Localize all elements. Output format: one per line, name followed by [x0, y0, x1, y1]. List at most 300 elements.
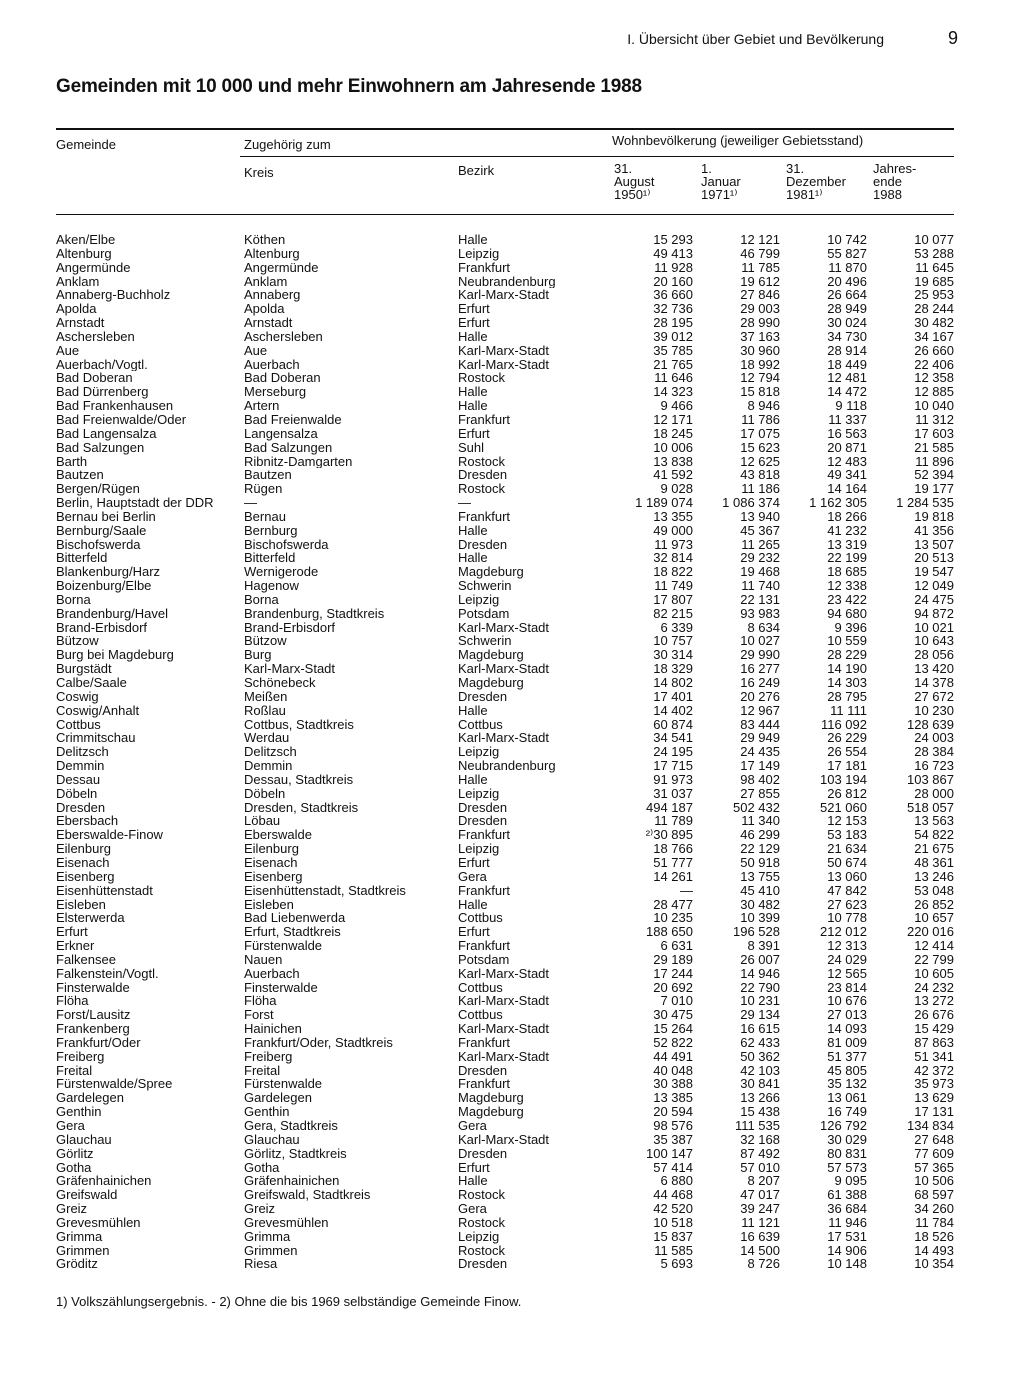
- bezirk-cell: Halle: [458, 329, 488, 344]
- pop-1971-cell: 87 492: [740, 1146, 780, 1161]
- bezirk-cell: Erfurt: [458, 925, 490, 940]
- table-row: [56, 1077, 954, 1091]
- gemeinde-cell: Gröditz: [56, 1257, 98, 1272]
- pop-1971-cell: 13 940: [740, 509, 780, 524]
- kreis-cell: Gräfenhainichen: [244, 1174, 340, 1189]
- pop-1950-cell: 24 195: [653, 745, 693, 760]
- bezirk-cell: Karl-Marx-Stadt: [458, 288, 550, 303]
- pop-1950-cell: 30 475: [653, 1008, 693, 1023]
- pop-1988-cell: 19 818: [914, 509, 954, 524]
- kreis-cell: Grimma: [244, 1229, 291, 1244]
- pop-1950-cell: 14 261: [653, 869, 693, 884]
- pop-1981-cell: 16 749: [827, 1105, 867, 1119]
- bezirk-cell: Karl-Marx-Stadt: [458, 1022, 550, 1036]
- bezirk-cell: Magdeburg: [458, 648, 524, 663]
- kreis-cell: Bernau: [244, 509, 286, 524]
- pop-1981-cell: 28 229: [827, 648, 867, 663]
- kreis-cell: Flöha: [244, 994, 277, 1009]
- pop-1971-cell: 46 299: [740, 828, 780, 843]
- pop-1988-cell: 10 643: [914, 634, 954, 649]
- table-row: [56, 773, 954, 787]
- pop-1988-cell: 21 675: [914, 842, 954, 856]
- pop-1981-cell: 14 472: [827, 385, 867, 400]
- pop-1950-cell: 39 012: [653, 329, 693, 344]
- bezirk-cell: Dresden: [458, 537, 508, 552]
- pop-1988-cell: 13 563: [914, 814, 954, 829]
- pop-1950-cell: 18 245: [653, 426, 693, 441]
- gemeinde-cell: Dresden: [56, 800, 106, 815]
- pop-1988-cell: 25 953: [914, 288, 954, 303]
- kreis-cell: Borna: [244, 592, 279, 607]
- pop-1950-cell: 20 160: [653, 274, 693, 289]
- pop-1950-cell: 30 388: [653, 1077, 693, 1092]
- bezirk-cell: Karl-Marx-Stadt: [458, 620, 550, 635]
- table-row: [56, 704, 954, 718]
- column-header-kreis: Kreis: [244, 165, 274, 180]
- pop-1971-cell: 8 726: [747, 1257, 780, 1272]
- pop-1971-cell: 22 129: [740, 842, 780, 856]
- column-header-1950-line3: 1950¹⁾: [614, 187, 651, 202]
- pop-1988-cell: 10 230: [914, 703, 954, 718]
- pop-1988-cell: 10 077: [914, 233, 954, 247]
- pop-1981-cell: 11 870: [828, 260, 867, 275]
- pop-1950-cell: 20 594: [653, 1105, 693, 1119]
- table-row: [56, 468, 954, 482]
- bezirk-cell: Rostock: [458, 371, 505, 386]
- population-table-body: [56, 233, 954, 1271]
- column-header-1950: [614, 162, 654, 201]
- pop-1950-cell: 32 736: [653, 302, 693, 317]
- pop-1971-cell: 50 362: [740, 1049, 780, 1064]
- pop-1971-cell: 14 946: [740, 966, 780, 981]
- gemeinde-cell: Bitterfeld: [56, 551, 108, 566]
- pop-1981-cell: 12 338: [827, 579, 867, 593]
- pop-1981-cell: 34 730: [827, 329, 867, 344]
- gemeinde-cell: Brand-Erbisdorf: [56, 620, 148, 635]
- pop-1988-cell: 41 356: [914, 523, 954, 538]
- pop-1988-cell: 42 372: [914, 1063, 954, 1078]
- table-row: [56, 344, 954, 358]
- kreis-cell: Fürstenwalde: [244, 1077, 323, 1092]
- pop-1950-cell: 60 874: [653, 717, 693, 732]
- pop-1988-cell: 22 406: [914, 357, 954, 372]
- kreis-cell: Erfurt, Stadtkreis: [244, 925, 341, 940]
- bezirk-cell: Frankfurt: [458, 939, 511, 953]
- pop-1981-cell: 24 029: [827, 952, 867, 967]
- pop-1988-cell: 28 244: [914, 302, 954, 317]
- table-row: [56, 1202, 954, 1216]
- kreis-cell: Dessau, Stadtkreis: [244, 772, 354, 787]
- table-row: [56, 1174, 954, 1188]
- column-header-1950-line2: August: [614, 174, 655, 189]
- pop-1988-cell: 12 049: [914, 579, 954, 593]
- pop-1981-cell: 14 906: [827, 1243, 867, 1258]
- pop-1981-cell: 28 795: [827, 689, 867, 704]
- bezirk-cell: Leipzig: [458, 786, 500, 801]
- gemeinde-cell: Freital: [56, 1063, 93, 1078]
- pop-1988-cell: 24 003: [914, 731, 954, 746]
- pop-1971-cell: 11 786: [741, 412, 780, 427]
- kreis-cell: Apolda: [244, 302, 285, 317]
- gemeinde-cell: Bad Doberan: [56, 371, 133, 386]
- pop-1971-cell: 28 990: [740, 316, 780, 330]
- bezirk-cell: Rostock: [458, 454, 505, 469]
- pop-1981-cell: 126 792: [820, 1119, 867, 1133]
- table-row: [56, 607, 954, 621]
- pop-1981-cell: 51 377: [827, 1049, 867, 1064]
- pop-1950-cell: 6 339: [660, 620, 693, 635]
- pop-1950-cell: 52 822: [653, 1035, 693, 1050]
- kreis-cell: Bischofswerda: [244, 537, 329, 552]
- pop-1971-cell: 1 086 374: [722, 496, 780, 510]
- bezirk-cell: Halle: [458, 1174, 488, 1189]
- kreis-cell: Ribnitz-Damgarten: [244, 454, 353, 469]
- kreis-cell: Werdau: [244, 731, 290, 746]
- gemeinde-cell: Finsterwalde: [56, 980, 130, 995]
- gemeinde-cell: Blankenburg/Harz: [56, 565, 161, 580]
- kreis-cell: Hainichen: [244, 1022, 302, 1036]
- table-row: [56, 884, 954, 898]
- bezirk-cell: Potsdam: [458, 606, 510, 621]
- table-row: [56, 634, 954, 648]
- kreis-cell: Fürstenwalde: [244, 939, 323, 953]
- gemeinde-cell: Falkensee: [56, 952, 116, 967]
- kreis-cell: Greiz: [244, 1202, 276, 1216]
- gemeinde-cell: Gera: [56, 1119, 85, 1133]
- pop-1950-cell: 17 244: [653, 966, 693, 981]
- pop-1988-cell: 518 057: [907, 800, 954, 815]
- kreis-cell: Anklam: [244, 274, 288, 289]
- pop-1971-cell: 11 785: [741, 260, 780, 275]
- gemeinde-cell: Delitzsch: [56, 745, 109, 760]
- bezirk-cell: —: [458, 496, 471, 510]
- table-row: [56, 662, 954, 676]
- pop-1981-cell: 36 684: [827, 1202, 867, 1216]
- pop-1950-cell: 18 822: [653, 565, 693, 580]
- pop-1971-cell: 17 075: [740, 426, 780, 441]
- table-row: [56, 1119, 954, 1133]
- pop-1971-cell: 98 402: [740, 772, 780, 787]
- pop-1988-cell: 18 526: [914, 1229, 954, 1244]
- pop-1988-cell: 10 506: [914, 1174, 954, 1189]
- gemeinde-cell: Grimmen: [56, 1243, 110, 1258]
- pop-1971-cell: 42 103: [740, 1063, 780, 1078]
- gemeinde-cell: Bad Salzungen: [56, 440, 145, 455]
- pop-1950-cell: 10 757: [653, 634, 693, 649]
- pop-1988-cell: 10 021: [914, 620, 954, 635]
- bezirk-cell: Halle: [458, 233, 488, 247]
- pop-1981-cell: 35 132: [827, 1077, 867, 1092]
- gemeinde-cell: Bernburg/Saale: [56, 523, 147, 538]
- gemeinde-cell: Bad Dürrenberg: [56, 385, 149, 400]
- pop-1981-cell: 10 742: [827, 233, 867, 247]
- kreis-cell: Döbeln: [244, 786, 286, 801]
- table-row: [56, 427, 954, 441]
- pop-1971-cell: 20 276: [740, 689, 780, 704]
- bezirk-cell: Halle: [458, 399, 488, 413]
- pop-1950-cell: 40 048: [653, 1063, 693, 1078]
- pop-1988-cell: 53 048: [914, 883, 954, 898]
- pop-1988-cell: 17 131: [914, 1105, 954, 1119]
- gemeinde-cell: Borna: [56, 592, 91, 607]
- pop-1950-cell: 11 585: [654, 1243, 693, 1258]
- kreis-cell: Brandenburg, Stadtkreis: [244, 606, 385, 621]
- pop-1981-cell: 9 095: [834, 1174, 867, 1189]
- pop-1988-cell: 27 672: [914, 689, 954, 704]
- page-number: 9: [947, 28, 958, 48]
- column-header-1971-line3: 1971¹⁾: [701, 187, 738, 202]
- pop-1981-cell: 11 111: [830, 703, 867, 718]
- bezirk-cell: Frankfurt: [458, 828, 511, 843]
- bezirk-cell: Erfurt: [458, 316, 490, 330]
- pop-1988-cell: 14 493: [914, 1243, 954, 1258]
- gemeinde-cell: Elsterwerda: [56, 911, 125, 926]
- pop-1971-cell: 16 615: [740, 1022, 780, 1036]
- page-title: Gemeinden mit 10 000 und mehr Einwohnern am Jahresende 1988: [56, 76, 642, 97]
- kreis-cell: Forst: [244, 1008, 274, 1023]
- table-row: [56, 579, 954, 593]
- pop-1981-cell: 9 396: [834, 620, 867, 635]
- gemeinde-cell: Erfurt: [56, 925, 88, 940]
- pop-1981-cell: 53 183: [827, 828, 867, 843]
- pop-1988-cell: 11 312: [915, 412, 954, 427]
- kreis-cell: Finsterwalde: [244, 980, 318, 995]
- pop-1981-cell: 50 674: [827, 855, 867, 870]
- pop-1971-cell: 18 992: [740, 357, 780, 372]
- kreis-cell: Bad Doberan: [244, 371, 321, 386]
- gemeinde-cell: Bad Frankenhausen: [56, 399, 174, 413]
- pop-1981-cell: 27 013: [827, 1008, 867, 1023]
- bezirk-cell: Karl-Marx-Stadt: [458, 343, 550, 358]
- pop-1981-cell: 57 573: [827, 1160, 867, 1175]
- kreis-cell: Merseburg: [244, 385, 307, 400]
- bezirk-cell: Dresden: [458, 1063, 508, 1078]
- gemeinde-cell: Falkenstein/Vogtl.: [56, 966, 159, 981]
- bezirk-cell: Erfurt: [458, 302, 490, 317]
- pop-1988-cell: 12 358: [914, 371, 954, 386]
- pop-1981-cell: 61 388: [827, 1188, 867, 1203]
- pop-1971-cell: 27 855: [740, 786, 780, 801]
- pop-1950-cell: 15 837: [653, 1229, 693, 1244]
- pop-1950-cell: 51 777: [653, 855, 693, 870]
- bezirk-cell: Halle: [458, 551, 488, 566]
- pop-1971-cell: 26 007: [740, 952, 780, 967]
- pop-1950-cell: 11 928: [654, 260, 693, 275]
- pop-1981-cell: 26 229: [827, 731, 867, 746]
- gemeinde-cell: Genthin: [56, 1105, 102, 1119]
- table-row: [56, 316, 954, 330]
- pop-1950-cell: 5 693: [660, 1257, 693, 1272]
- pop-1988-cell: 19 177: [914, 482, 954, 497]
- pop-1981-cell: 14 093: [827, 1022, 867, 1036]
- kreis-cell: Cottbus, Stadtkreis: [244, 717, 354, 732]
- column-header-1971-line2: Januar: [701, 174, 741, 189]
- kreis-cell: Grevesmühlen: [244, 1215, 329, 1230]
- pop-1988-cell: 11 896: [915, 454, 954, 469]
- pop-1950-cell: 35 387: [653, 1132, 693, 1147]
- pop-1981-cell: 30 024: [827, 316, 867, 330]
- pop-1950-cell: 49 000: [653, 523, 693, 538]
- pop-1988-cell: 28 384: [914, 745, 954, 760]
- table-row: [56, 1147, 954, 1161]
- bezirk-cell: Erfurt: [458, 855, 490, 870]
- bezirk-cell: Karl-Marx-Stadt: [458, 994, 550, 1009]
- gemeinde-cell: Fürstenwalde/Spree: [56, 1077, 173, 1092]
- pop-1950-cell: 29 189: [653, 952, 693, 967]
- pop-1981-cell: 49 341: [827, 468, 867, 483]
- pop-1981-cell: 14 303: [827, 676, 867, 690]
- table-row: [56, 967, 954, 981]
- gemeinde-cell: Bergen/Rügen: [56, 482, 140, 497]
- table-row: [56, 288, 954, 302]
- table-row: [56, 1050, 954, 1064]
- header-bottom-rule: [56, 214, 954, 215]
- gemeinde-cell: Döbeln: [56, 786, 98, 801]
- gemeinde-cell: Gardelegen: [56, 1091, 124, 1106]
- table-row: [56, 275, 954, 289]
- pop-1950-cell: 21 765: [653, 357, 693, 372]
- kreis-cell: Meißen: [244, 689, 288, 704]
- pop-1981-cell: 41 232: [827, 523, 867, 538]
- pop-1988-cell: 77 609: [914, 1146, 954, 1161]
- pop-1981-cell: 94 680: [827, 606, 867, 621]
- table-row: [56, 510, 954, 524]
- kreis-cell: Nauen: [244, 952, 283, 967]
- pop-1971-cell: 19 612: [740, 274, 780, 289]
- pop-1971-cell: 10 231: [740, 994, 780, 1009]
- bezirk-cell: Halle: [458, 385, 488, 400]
- pop-1950-cell: 13 838: [653, 454, 693, 469]
- pop-1971-cell: 12 121: [740, 233, 780, 247]
- footnote: 1) Volkszählungsergebnis. - 2) Ohne die bis 1969 selbständige Gemeinde Finow.: [56, 1294, 522, 1309]
- pop-1971-cell: 8 946: [747, 399, 780, 413]
- table-row: [56, 482, 954, 496]
- pop-1988-cell: 13 629: [914, 1091, 954, 1106]
- pop-1950-cell: 10 006: [653, 440, 693, 455]
- table-row: [56, 994, 954, 1008]
- bezirk-cell: Rostock: [458, 1215, 505, 1230]
- gemeinde-cell: Forst/Lausitz: [56, 1008, 131, 1023]
- page-header: [56, 28, 958, 50]
- bezirk-cell: Cottbus: [458, 1008, 503, 1023]
- table-row: [56, 856, 954, 870]
- pop-1950-cell: 14 402: [653, 703, 693, 718]
- kreis-cell: Genthin: [244, 1105, 290, 1119]
- column-header-1981-line3: 1981¹⁾: [786, 187, 823, 202]
- pop-1981-cell: 18 449: [827, 357, 867, 372]
- bezirk-cell: Leipzig: [458, 1229, 500, 1244]
- pop-1950-cell: 10 235: [653, 911, 693, 926]
- gemeinde-cell: Brandenburg/Havel: [56, 606, 169, 621]
- pop-1981-cell: 10 559: [827, 634, 867, 649]
- bezirk-cell: Schwerin: [458, 579, 512, 593]
- pop-1981-cell: 23 422: [827, 592, 867, 607]
- kreis-cell: Glauchau: [244, 1132, 300, 1147]
- pop-1981-cell: 10 778: [827, 911, 867, 926]
- pop-1981-cell: 22 199: [827, 551, 867, 566]
- pop-1950-cell: 17 807: [653, 592, 693, 607]
- pop-1981-cell: 14 164: [827, 482, 867, 497]
- pop-1950-cell: 11 789: [654, 814, 693, 829]
- bezirk-cell: Dresden: [458, 814, 508, 829]
- column-header-1988-line3: 1988: [873, 187, 902, 202]
- kreis-cell: Demmin: [244, 759, 293, 773]
- pop-1971-cell: 16 277: [740, 662, 780, 676]
- table-row: [56, 939, 954, 953]
- pop-1988-cell: 28 000: [914, 786, 954, 801]
- gemeinde-cell: Aschersleben: [56, 329, 135, 344]
- column-header-1971-line1: 1.: [701, 161, 712, 176]
- table-row: [56, 690, 954, 704]
- kreis-cell: Freital: [244, 1063, 281, 1078]
- bezirk-cell: Halle: [458, 897, 488, 912]
- pop-1971-cell: 93 983: [740, 606, 780, 621]
- pop-1950-cell: 11 646: [654, 371, 693, 386]
- section-title: I. Übersicht über Gebiet und Bevölkerung: [627, 31, 884, 47]
- pop-1971-cell: 10 027: [740, 634, 780, 649]
- bezirk-cell: Magdeburg: [458, 1105, 524, 1119]
- kreis-cell: Bernburg: [244, 523, 298, 538]
- pop-1988-cell: 10 040: [914, 399, 954, 413]
- gemeinde-cell: Frankenberg: [56, 1022, 130, 1036]
- pop-1981-cell: 103 194: [820, 772, 867, 787]
- gemeinde-cell: Grevesmühlen: [56, 1215, 141, 1230]
- table-row: [56, 911, 954, 925]
- pop-1950-cell: 9 028: [660, 482, 693, 497]
- gemeinde-cell: Eisenach: [56, 855, 110, 870]
- pop-1950-cell: 17 715: [653, 759, 693, 773]
- table-row: [56, 524, 954, 538]
- pop-1971-cell: 22 790: [740, 980, 780, 995]
- pop-1950-cell: 18 329: [653, 662, 693, 676]
- pop-1988-cell: 24 475: [914, 592, 954, 607]
- pop-1981-cell: 12 153: [827, 814, 867, 829]
- pop-1981-cell: 28 914: [827, 343, 867, 358]
- gemeinde-cell: Annaberg-Buchholz: [56, 288, 171, 303]
- pop-1988-cell: 34 260: [914, 1202, 954, 1216]
- pop-1950-cell: 28 195: [653, 316, 693, 330]
- pop-1950-cell: 494 187: [646, 800, 693, 815]
- pop-1988-cell: 134 834: [907, 1119, 954, 1133]
- column-header-1988-line1: Jahres-: [873, 161, 917, 176]
- table-row: [56, 814, 954, 828]
- pop-1981-cell: 14 190: [827, 662, 867, 676]
- bezirk-cell: Leipzig: [458, 842, 500, 856]
- kreis-cell: Arnstadt: [244, 316, 293, 330]
- pop-1988-cell: 13 420: [914, 662, 954, 676]
- header-inner-rule: [240, 156, 954, 157]
- pop-1971-cell: 13 266: [740, 1091, 780, 1106]
- table-row: [56, 455, 954, 469]
- pop-1971-cell: 39 247: [740, 1202, 780, 1216]
- pop-1971-cell: 29 990: [740, 648, 780, 663]
- bezirk-cell: Karl-Marx-Stadt: [458, 1132, 550, 1147]
- table-row: [56, 247, 954, 261]
- gemeinde-cell: Eisleben: [56, 897, 106, 912]
- pop-1950-cell: 6 880: [660, 1174, 693, 1189]
- bezirk-cell: Halle: [458, 772, 488, 787]
- pop-1988-cell: 35 973: [914, 1077, 954, 1092]
- pop-1971-cell: 10 399: [740, 911, 780, 926]
- bezirk-cell: Suhl: [458, 440, 485, 455]
- kreis-cell: Bad Salzungen: [244, 440, 333, 455]
- pop-1988-cell: 12 414: [914, 939, 954, 953]
- gemeinde-cell: Aken/Elbe: [56, 233, 116, 247]
- pop-1988-cell: 87 863: [914, 1035, 954, 1050]
- gemeinde-cell: Gräfenhainichen: [56, 1174, 152, 1189]
- pop-1971-cell: 15 623: [740, 440, 780, 455]
- column-header-1981-line2: Dezember: [786, 174, 846, 189]
